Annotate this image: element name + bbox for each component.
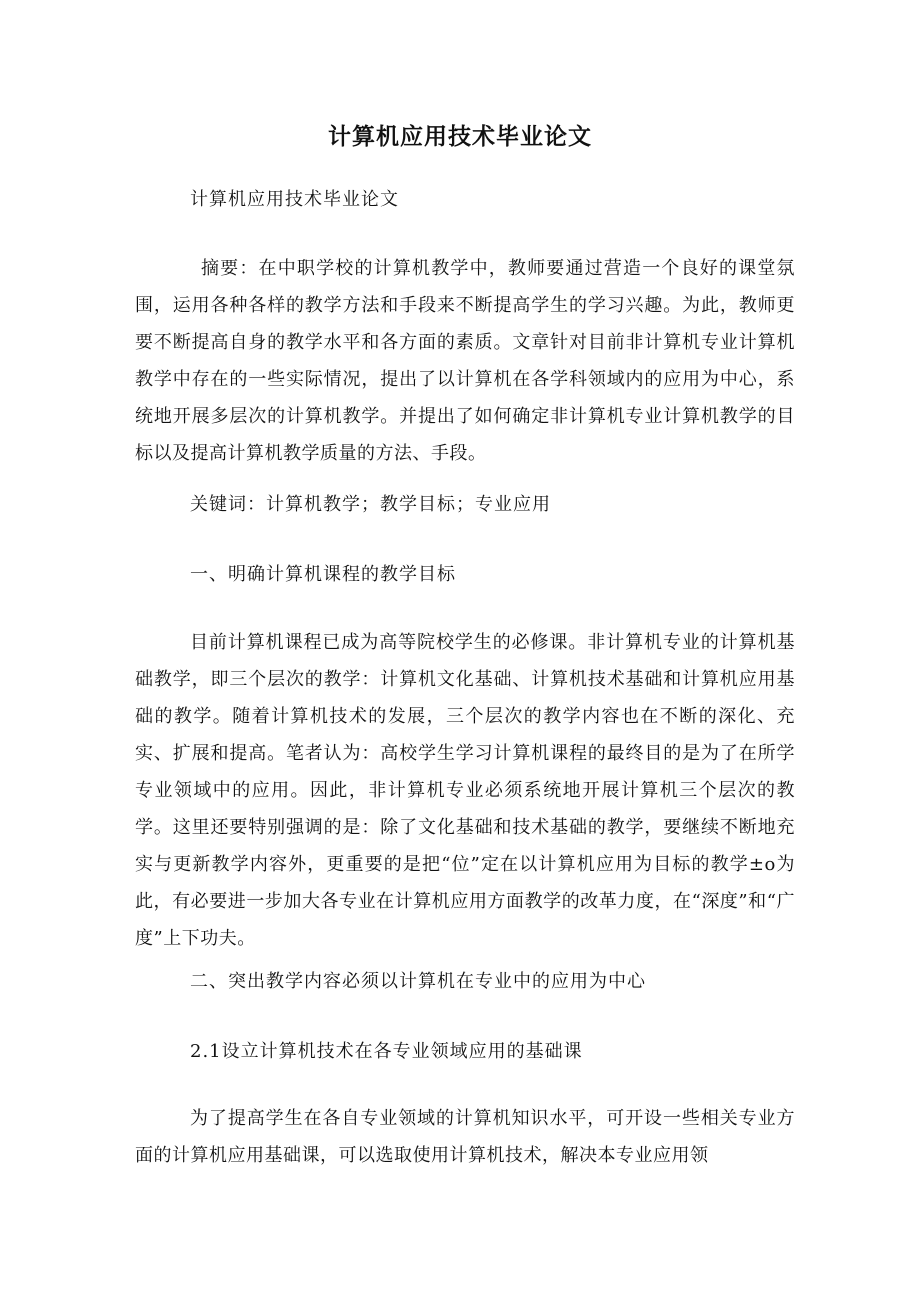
document-subtitle: 计算机应用技术毕业论文 (190, 189, 399, 210)
subsection-2-1-heading: 2.1设立计算机技术在各专业领域应用的基础课 (190, 1041, 583, 1062)
section-1-heading: 一、明确计算机课程的教学目标 (190, 564, 456, 585)
section-1-body: 目前计算机课程已成为高等院校学生的必修课。非计算机专业的计算机基础教学，即三个层次的教学：计算机文化基础、计算机技术基础和计算机应用基础的教学。随着计算机技术的发展，三个层次的教学内容也在不断的深化、充实、扩展和提高。笔者认为：高校学生学习计算机课程的最终目的是为了在所学专业领域中的应用。因此，非计算机专业必须系统地开展计算机三个层次的教学。这里还要特别强调的是：除了文化基础和技术基础的教学，要继续不断地充实与更新教学内容外，更重要的是把“位”定在以计算机应用为目标的教学±o为此，有必要进一步加大各专业在计算机应用方面教学的改革力度，在“深度”和“广度”上下功夫。 (135, 632, 795, 949)
subsection-2-1-body: 为了提高学生在各自专业领域的计算机知识水平，可开设一些相关专业方面的计算机应用基础课，可以选取使用计算机技术，解决本专业应用领 (135, 1108, 795, 1166)
abstract-paragraph: 摘要：在中职学校的计算机教学中，教师要通过营造一个良好的课堂氛围，运用各种各样的教学方法和手段来不断提高学生的学习兴趣。为此，教师更要不断提高自身的教学水平和各方面的素质。文章针对目前非计算机专业计算机教学中存在的一些实际情况，提出了以计算机在各学科领域内的应用为中心，系统地开展多层次的计算机教学。并提出了如何确定非计算机专业计算机教学的目标以及提高计算机教学质量的方法、手段。 (135, 258, 795, 464)
document-title: 计算机应用技术毕业论文 (328, 124, 592, 150)
section-2-heading: 二、突出教学内容必须以计算机在专业中的应用为中心 (190, 971, 646, 992)
keywords-line: 关键词：计算机教学；教学目标；专业应用 (190, 494, 551, 515)
